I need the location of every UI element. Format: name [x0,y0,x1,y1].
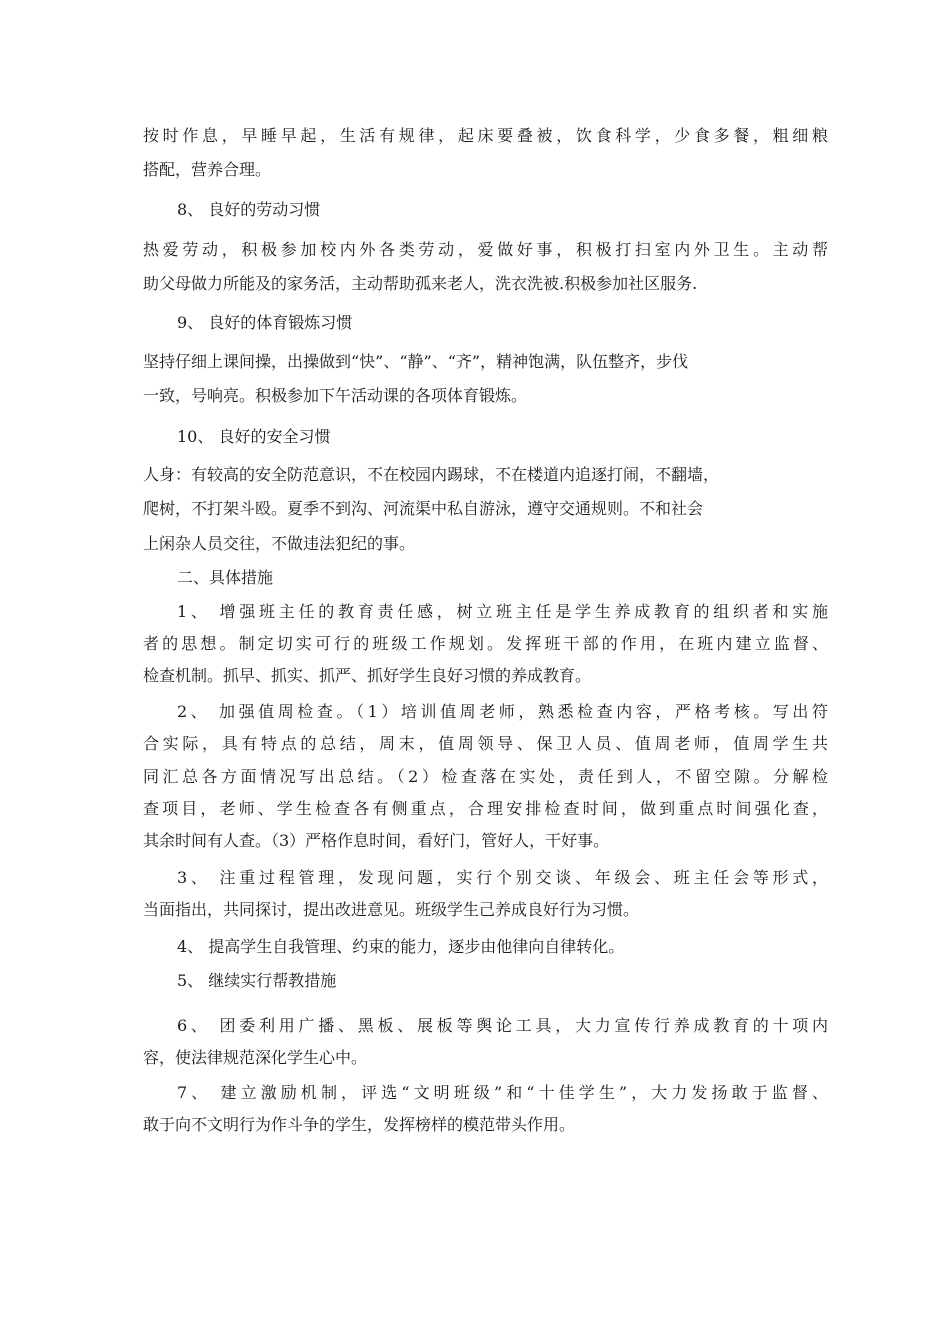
body-line: 检查机制。抓早、抓实、抓严、抓好学生良好习惯的养成教育。 [143,666,592,685]
body-line: 同汇总各方面情况写出总结。（2）检查落在实处，责任到人，不留空隙。分解检 [143,767,828,786]
body-line: 查项目，老师、学生检查各有侧重点，合理安排检查时间，做到重点时间强化查， [143,799,828,818]
section-heading: 二、具体措施 [177,568,274,587]
body-line: 7、 建立激励机制，评选“文明班级”和“十佳学生”，大力发扬敢于监督、 [177,1083,828,1102]
body-line: 1、 增强班主任的教育责任感，树立班主任是学生养成教育的组织者和实施 [177,602,828,621]
body-line: 助父母做力所能及的家务活，主动帮助孤来老人，洗衣洗被.积极参加社区服务. [143,274,698,293]
body-line: 6、 团委利用广播、黑板、展板等舆论工具，大力宣传行养成教育的十项内 [177,1016,828,1035]
section-heading: 9、 良好的体育锻炼习惯 [177,313,353,332]
body-line: 容，使法律规范深化学生心中。 [143,1048,368,1067]
body-line: 5、 继续实行帮教措施 [177,971,337,990]
body-line: 合实际，具有特点的总结，周末，值周领导、保卫人员、值周老师，值周学生共 [143,734,828,753]
body-line: 当面指出，共同探讨，提出改进意见。班级学生己养成良好行为习惯。 [143,900,640,919]
body-line: 热爱劳动，积极参加校内外各类劳动，爱做好事，积极打扫室内外卫生。主动帮 [143,240,828,259]
body-line: 一致，号响亮。积极参加下午活动课的各项体育锻炼。 [143,386,528,405]
body-line: 搭配，营养合理。 [143,160,272,179]
body-line: 2、 加强值周检查。（1）培训值周老师，熟悉检查内容，严格考核。写出符 [177,702,828,721]
body-line: 3、 注重过程管理，发现问题，实行个别交谈、年级会、班主任会等形式， [177,868,828,887]
section-heading: 8、 良好的劳动习惯 [177,200,321,219]
body-line: 坚持仔细上课间操，出操做到“快”、“静”、“齐”，精神饱满，队伍整齐，步伐 [143,352,689,371]
section-heading: 10、 良好的安全习惯 [177,427,331,446]
body-line: 人身：有较高的安全防范意识，不在校园内踢球，不在楼道内追逐打闹，不翻墙， [143,465,720,484]
body-line: 敢于向不文明行为作斗争的学生，发挥榜样的模范带头作用。 [143,1115,576,1134]
body-line: 爬树，不打架斗殴。夏季不到沟、河流渠中私自游泳，遵守交通规则。不和社会 [143,499,704,518]
body-line: 上闲杂人员交往，不做违法犯纪的事。 [143,534,416,553]
body-line: 4、 提高学生自我管理、约束的能力，逐步由他律向自律转化。 [177,937,625,956]
body-line: 者的思想。制定切实可行的班级工作规划。发挥班干部的作用，在班内建立监督、 [143,634,828,653]
body-line: 按时作息，早睡早起，生活有规律，起床要叠被，饮食科学，少食多餐，粗细粮 [143,126,828,145]
body-line: 其余时间有人查。（3）严格作息时间，看好门，管好人，干好事。 [143,831,610,850]
